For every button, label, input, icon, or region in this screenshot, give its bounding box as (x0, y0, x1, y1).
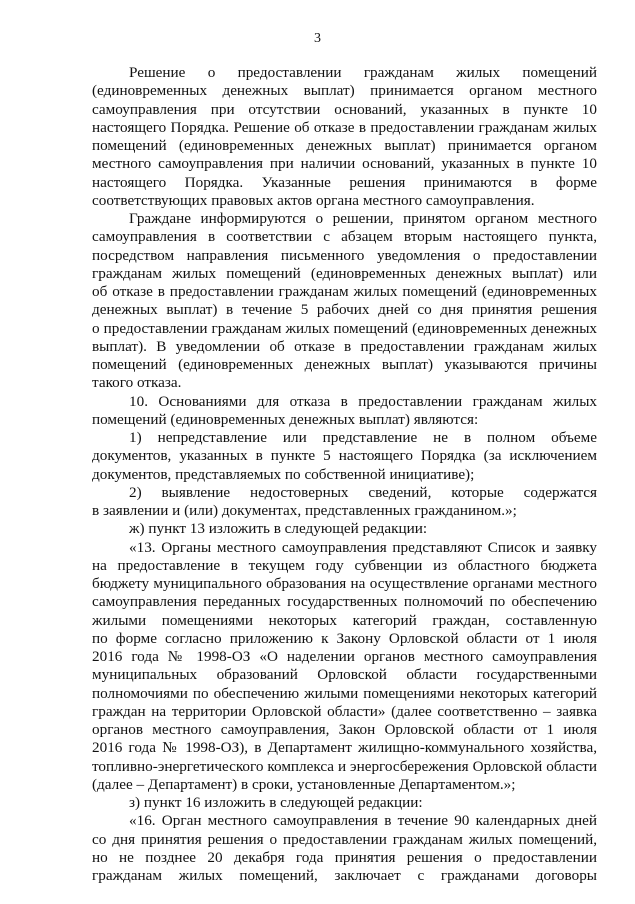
text-line: муниципальных образований Орловской области государственными (92, 666, 597, 684)
text-line: органов местного самоуправления, Закон Орловской области от 1 июля (92, 721, 597, 738)
document-body (92, 64, 597, 885)
text-line: топливно-энергетического комплекса и энергосбережения Орловской области (92, 757, 597, 775)
text-line: соответствующих правовых актов органа местного самоуправления. (92, 191, 535, 209)
text-line: денежных выплат) в течение 5 рабочих дней со дня принятия решения (92, 301, 597, 319)
text-line: 1) непредставление или представление не в полном объеме (129, 429, 597, 446)
text-line: на предоставление в текущем году субвенции из областного бюджета (92, 556, 597, 574)
text-line: настоящего Порядка. Решение об отказе в предоставлении гражданам жилых (92, 118, 597, 136)
text-line: бюджету муниципального образования на осуществление органами местного (92, 575, 597, 592)
text-line: помещений (единовременных денежных выплат) указываются причины (92, 356, 597, 373)
text-line: такого отказа. (92, 374, 182, 392)
text-line: самоуправления переданных государственных полномочий по обеспечению (92, 593, 597, 611)
text-line: гражданам жилых помещений, заключает с гражданами договоры (92, 867, 597, 884)
text-line: документов, указанных в пункте 5 настоящего Порядка (за исключением (92, 447, 597, 465)
text-line: выплат). В уведомлении об отказе в предоставлении гражданам жилых (92, 337, 597, 355)
text-line: 2016 года № 1998-ОЗ «О наделении органов местного самоуправления (92, 648, 597, 665)
text-line: по форме согласно приложению к Закону Орловской области от 1 июля (92, 629, 597, 647)
text-line: со дня принятия решения о предоставлении гражданам жилых помещений, (92, 830, 597, 848)
text-line: документов, представляемых по собственной инициативе); (92, 465, 475, 483)
text-line: 2016 года № 1998-ОЗ), в Департамент жилищно-коммунального хозяйства, (92, 739, 597, 757)
text-line: «16. Орган местного самоуправления в течение 90 календарных дней (129, 812, 597, 830)
page-number: 3 (314, 31, 321, 46)
text-line: посредством направления письменного уведомления о предоставлении (92, 246, 597, 264)
text-line: жилыми помещениями некоторых категорий граждан, составленную (92, 611, 597, 629)
text-line: об отказе в предоставлении гражданам жилых помещений (единовременных (92, 283, 597, 300)
text-line: Решение о предоставлении гражданам жилых помещений (129, 64, 597, 81)
text-line: «13. Органы местного самоуправления представляют Список и заявку (129, 538, 597, 556)
text-line: помещений (единовременных денежных выплат) являются: (92, 410, 479, 428)
text-line: з) пункт 16 изложить в следующей редакции: (129, 794, 423, 811)
text-line: самоуправления при отсутствии оснований, указанных в пункте 10 (92, 100, 597, 118)
text-line: 2) выявление недостоверных сведений, которые содержатся (129, 483, 597, 501)
text-line: граждан на территории Орловской области» (далее соответственно – заявка (92, 702, 597, 720)
text-line: 10. Основаниями для отказа в предоставлении гражданам жилых (129, 392, 597, 410)
text-line: помещений (единовременных денежных выплат) принимается органом (92, 137, 597, 154)
text-line: (далее – Департамент) в сроки, установленные Департаментом.»; (92, 775, 516, 793)
text-line: (единовременных денежных выплат) принимается органом местного (92, 82, 597, 100)
text-line: настоящего Порядка. Указанные решения принимаются в форме (92, 173, 597, 191)
text-line: самоуправления в соответствии с абзацем вторым настоящего пункта, (92, 228, 597, 246)
text-line: полномочиями по обеспечению жилыми помещениями некоторых категорий (92, 684, 597, 702)
text-line: гражданам жилых помещений (единовременных денежных выплат) или (92, 264, 597, 282)
text-line: местного самоуправления при наличии оснований, указанных в пункте 10 (92, 155, 597, 173)
text-line: ж) пункт 13 изложить в следующей редакции: (129, 520, 428, 538)
text-line: в заявлении и (или) документах, представленных гражданином.»; (92, 502, 517, 519)
text-line: Граждане информируются о решении, принятом органом местного (129, 210, 597, 227)
text-line: о предоставлении гражданам жилых помещений (единовременных денежных (92, 319, 597, 337)
text-line: но не позднее 20 декабря года принятия решения о предоставлении (92, 848, 597, 866)
